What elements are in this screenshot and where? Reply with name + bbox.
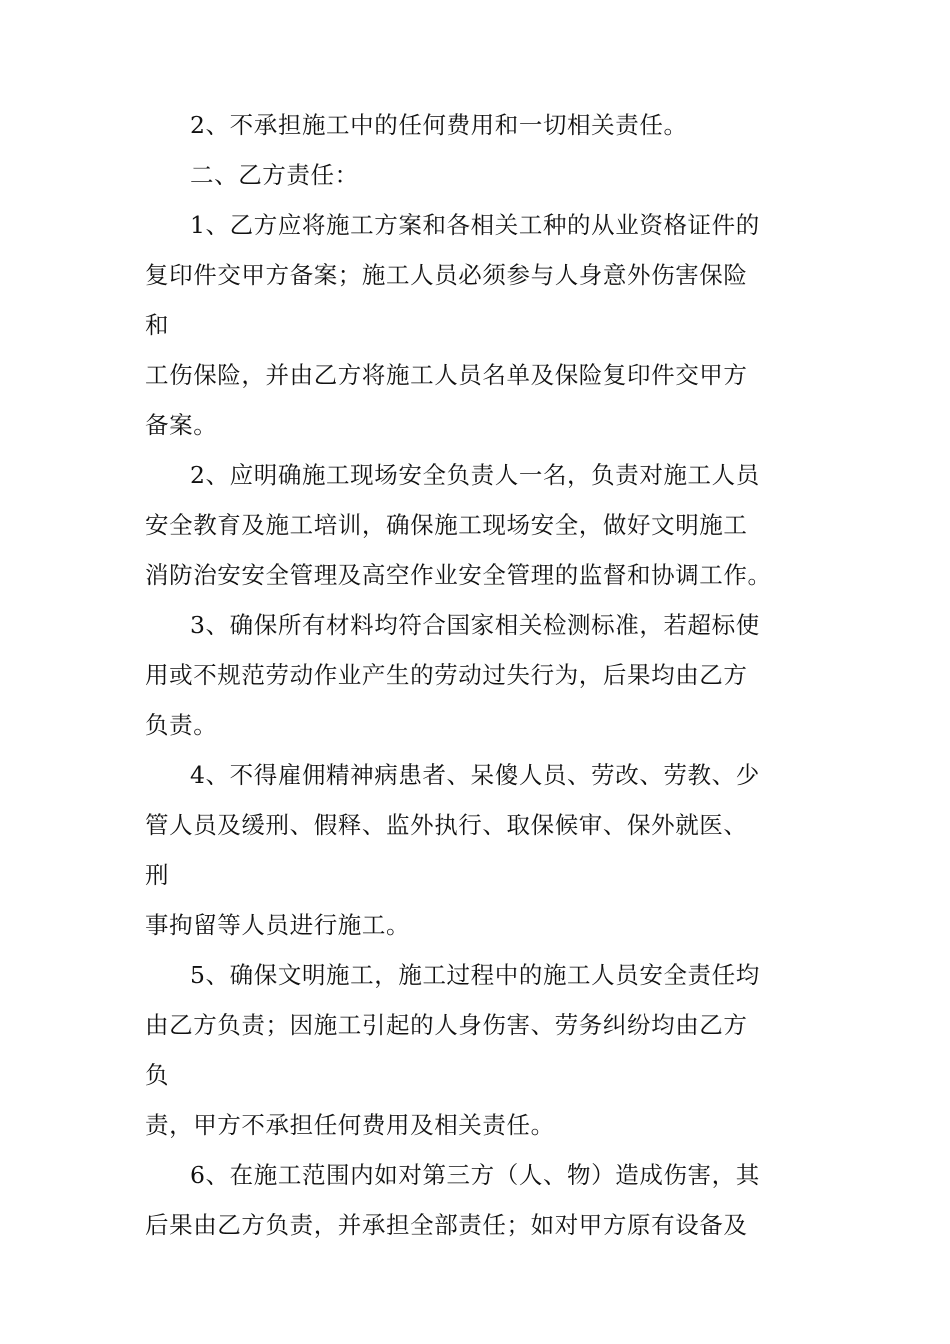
text-line: 5、确保文明施工，施工过程中的施工人员安全责任均 <box>190 961 760 989</box>
text-line: 和 <box>145 311 170 339</box>
text-line: 安全教育及施工培训，确保施工现场安全，做好文明施工 <box>145 511 748 539</box>
text-line: 工伤保险，并由乙方将施工人员名单及保险复印件交甲方 <box>145 361 748 389</box>
text-line: 负责。 <box>145 711 218 739</box>
text-line: 管人员及缓刑、假释、监外执行、取保候审、保外就医、 <box>145 811 748 839</box>
text-line: 用或不规范劳动作业产生的劳动过失行为，后果均由乙方 <box>145 661 748 689</box>
text-line: 消防治安安全管理及高空作业安全管理的监督和协调工作。 <box>145 561 772 589</box>
text-line: 1、乙方应将施工方案和各相关工种的从业资格证件的 <box>190 211 760 239</box>
text-line: 责，甲方不承担任何费用及相关责任。 <box>145 1111 555 1139</box>
text-line: 事拘留等人员进行施工。 <box>145 911 411 939</box>
text-line: 4、不得雇佣精神病患者、呆傻人员、劳改、劳教、少 <box>190 761 760 789</box>
section-heading: 二、乙方责任： <box>190 161 359 189</box>
text-line: 由乙方负责；因施工引起的人身伤害、劳务纠纷均由乙方 <box>145 1011 748 1039</box>
text-line: 刑 <box>145 861 170 889</box>
text-line: 备案。 <box>145 411 218 439</box>
text-line: 负 <box>145 1061 170 1089</box>
text-line: 复印件交甲方备案；施工人员必须参与人身意外伤害保险 <box>145 261 748 289</box>
text-line: 2、应明确施工现场安全负责人一名，负责对施工人员 <box>190 461 760 489</box>
text-line: 6、在施工范围内如对第三方（人、物）造成伤害，其 <box>190 1161 760 1189</box>
text-line: 2、不承担施工中的任何费用和一切相关责任。 <box>190 111 688 139</box>
text-line: 后果由乙方负责，并承担全部责任；如对甲方原有设备及 <box>145 1211 748 1239</box>
text-line: 3、确保所有材料均符合国家相关检测标准，若超标使 <box>190 611 760 639</box>
